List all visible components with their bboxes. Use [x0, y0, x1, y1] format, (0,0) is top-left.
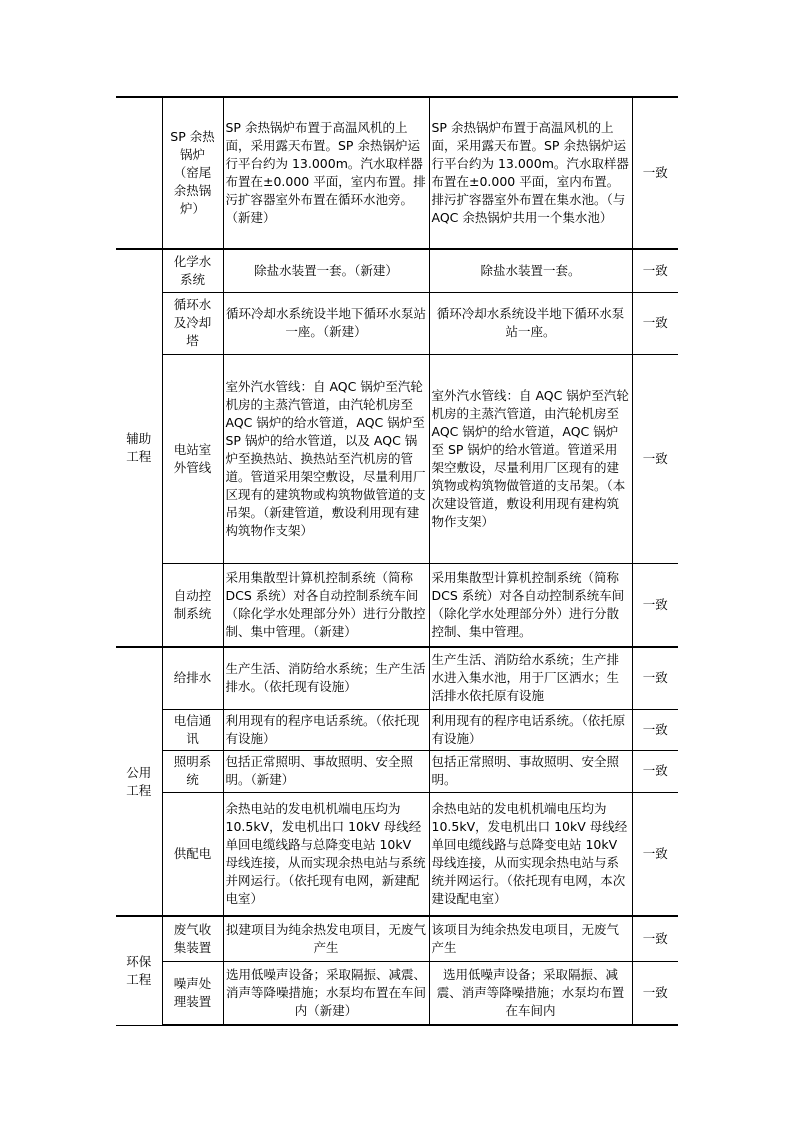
result-cell — [632, 709, 678, 750]
actual-content: 选用低噪声设备；采取隔振、减震、消声等降噪措施；水泵均布置在车间内 — [436, 966, 625, 1018]
item-name: 噪声处理装置 — [173, 975, 212, 1009]
actual-content: 除盐水装置一套。 — [480, 262, 581, 278]
item-name-cell — [162, 292, 223, 354]
category-label: 辅助工程 — [126, 431, 152, 464]
table-row — [116, 647, 678, 709]
item-name-cell — [162, 249, 223, 292]
eia-content: 余热电站的发电机机端电压均为 10.5kV，发电机出口 10kV 母线经单回电缆线路与总降变电站 10kV 母线连接，从而实现余热电站与系统并网运行。（依托现有电网，新建配电室） — [225, 800, 426, 906]
actual-content: 该项目为纯余热发电项目，无废气产生 — [431, 921, 620, 955]
item-name: 照明系统 — [173, 754, 212, 787]
eia-content-cell — [223, 916, 429, 961]
item-name: 化学水系统 — [173, 253, 212, 287]
result-cell — [632, 792, 678, 916]
item-name-cell — [162, 750, 223, 792]
table-row — [116, 97, 678, 249]
actual-content: 室外汽水管线：自 AQC 锅炉至汽轮机房的主蒸汽管道，由汽轮机房至 AQC 锅炉的给水管道，AQC 锅炉至 SP 锅炉的给水管道。管道采用架空敷设，尽量利用厂区现有的建筑物或构筑物做管道的支吊架。（本次建设管道，敷设利用现有建构筑物作支架） — [431, 387, 629, 529]
result-cell — [632, 750, 678, 792]
actual-content-cell — [429, 750, 632, 792]
item-name-cell — [162, 961, 223, 1025]
table-row — [116, 354, 678, 563]
actual-content-cell — [429, 97, 632, 249]
item-name: 电信通讯 — [173, 712, 212, 746]
actual-content-cell — [429, 354, 632, 563]
table-row — [116, 249, 678, 292]
actual-content: 生产生活、消防给水系统；生产排水进入集水池，用于厂区洒水；生活排水依托原有设施 — [431, 652, 620, 704]
eia-content-cell — [223, 563, 429, 647]
result-label: 一致 — [642, 262, 668, 278]
result-label: 一致 — [642, 670, 668, 686]
actual-content-cell — [429, 709, 632, 750]
eia-content: 利用现有的程序电话系统。（依托现有设施） — [225, 712, 420, 746]
actual-content: SP 余热锅炉布置于高温风机的上面，采用露天布置。SP 余热锅炉运行平台约为 13.000m。汽水取样器布置在±0.000 平面，室内布置。排污扩容器室外布置在集水池。（与 AQC 余热锅炉共用一个集水池） — [431, 120, 629, 225]
result-cell — [632, 647, 678, 709]
eia-content-cell — [223, 647, 429, 709]
item-name: 自动控制系统 — [173, 587, 212, 621]
result-cell — [632, 961, 678, 1025]
result-label: 一致 — [642, 315, 668, 330]
eia-content: 生产生活、消防给水系统；生产生活排水。（依托现有设施） — [225, 661, 426, 695]
category-cell — [116, 647, 162, 916]
actual-content: 包括正常照明、事故照明、安全照明。 — [431, 754, 620, 787]
table-row — [116, 563, 678, 647]
item-name: 废气收集装置 — [173, 921, 212, 955]
actual-content-cell — [429, 563, 632, 647]
actual-content-cell — [429, 292, 632, 354]
eia-content-cell — [223, 249, 429, 292]
table-row — [116, 916, 678, 961]
result-cell — [632, 354, 678, 563]
eia-content: 选用低噪声设备；采取隔振、减震、消声等降噪措施；水泵均布置在车间内（新建） — [225, 966, 426, 1018]
result-cell — [632, 249, 678, 292]
item-name-cell — [162, 97, 223, 249]
eia-content: 循环冷却水系统设半地下循环水泵站一座。（新建） — [225, 306, 426, 339]
item-name-cell — [162, 563, 223, 647]
category-cell — [116, 249, 162, 647]
item-name: 给排水 — [173, 670, 212, 686]
result-cell — [632, 916, 678, 961]
result-label: 一致 — [642, 165, 668, 180]
actual-content-cell — [429, 916, 632, 961]
table-row — [116, 709, 678, 750]
actual-content: 利用现有的程序电话系统。（依托原有设施） — [431, 712, 626, 746]
table-row — [116, 961, 678, 1025]
item-name-cell — [162, 647, 223, 709]
eia-content-cell — [223, 97, 429, 249]
item-name-cell — [162, 916, 223, 961]
actual-content: 采用集散型计算机控制系统（简称 DCS 系统）对各自动控制系统车间（除化学水处理部分外）进行分散控制、集中管理。 — [431, 569, 625, 639]
result-label: 一致 — [642, 845, 668, 861]
eia-content: 采用集散型计算机控制系统（简称 DCS 系统）对各自动控制系统车间（除化学水处理部分外）进行分散控制、集中管理。（新建） — [225, 569, 426, 639]
actual-content-cell — [429, 647, 632, 709]
category-cell — [116, 916, 162, 1025]
table-row — [116, 292, 678, 354]
result-label: 一致 — [642, 596, 668, 612]
result-label: 一致 — [642, 721, 668, 737]
item-name-cell — [162, 354, 223, 563]
actual-content: 余热电站的发电机机端电压均为 10.5kV，发电机出口 10kV 母线经单回电缆线路与总降变电站 10kV 母线连接，从而实现余热电站与系统并网运行。（依托现有电网，本次建设配电室） — [431, 800, 628, 906]
item-name: 电站室外管线 — [173, 441, 212, 475]
item-name-cell — [162, 792, 223, 916]
comparison-table — [116, 96, 678, 1026]
eia-content: 除盐水装置一套。（新建） — [254, 262, 398, 278]
actual-content-cell — [429, 792, 632, 916]
actual-content-cell — [429, 249, 632, 292]
actual-content-cell — [429, 961, 632, 1025]
item-name: 循环水及冷却塔 — [173, 297, 212, 348]
eia-content-cell — [223, 354, 429, 563]
eia-content: 室外汽水管线：自 AQC 锅炉至汽轮机房的主蒸汽管道，由汽轮机房至 AQC 锅炉的给水管道，AQC 锅炉至 SP 锅炉的给水管道，以及 AQC 锅炉至换热站、换热站至汽机房的管道。管道采用架空敷设，尽量利用厂区现有的建筑物或构筑物做管道的支吊架。（新建管道，敷设利用现有建构筑物作支架） — [225, 378, 426, 538]
category-cell — [116, 97, 162, 249]
result-cell — [632, 97, 678, 249]
result-label: 一致 — [642, 930, 668, 946]
eia-content: 拟建项目为纯余热发电项目，无废气产生 — [225, 921, 426, 955]
eia-content-cell — [223, 961, 429, 1025]
result-label: 一致 — [642, 984, 668, 1000]
eia-content-cell — [223, 709, 429, 750]
eia-content: 包括正常照明、事故照明、安全照明。（新建） — [225, 754, 414, 787]
item-name: SP 余热锅炉（窑尾余热锅炉） — [170, 129, 215, 216]
eia-content-cell — [223, 750, 429, 792]
result-cell — [632, 563, 678, 647]
table-row — [116, 792, 678, 916]
actual-content: 循环冷却水系统设半地下循环水泵站一座。 — [436, 306, 625, 339]
result-label: 一致 — [642, 450, 668, 466]
eia-content-cell — [223, 292, 429, 354]
category-label: 环保工程 — [126, 953, 152, 987]
item-name: 供配电 — [173, 845, 212, 861]
eia-content-cell — [223, 792, 429, 916]
eia-content: SP 余热锅炉布置于高温风机的上面，采用露天布置。SP 余热锅炉运行平台约为 13.000m。汽水取样器布置在±0.000 平面，室内布置。排污扩容器室外布置在循环水池旁。（新建） — [225, 120, 426, 225]
table-row — [116, 750, 678, 792]
result-cell — [632, 292, 678, 354]
item-name-cell — [162, 709, 223, 750]
result-label: 一致 — [642, 763, 668, 778]
category-label: 公用工程 — [126, 764, 152, 798]
